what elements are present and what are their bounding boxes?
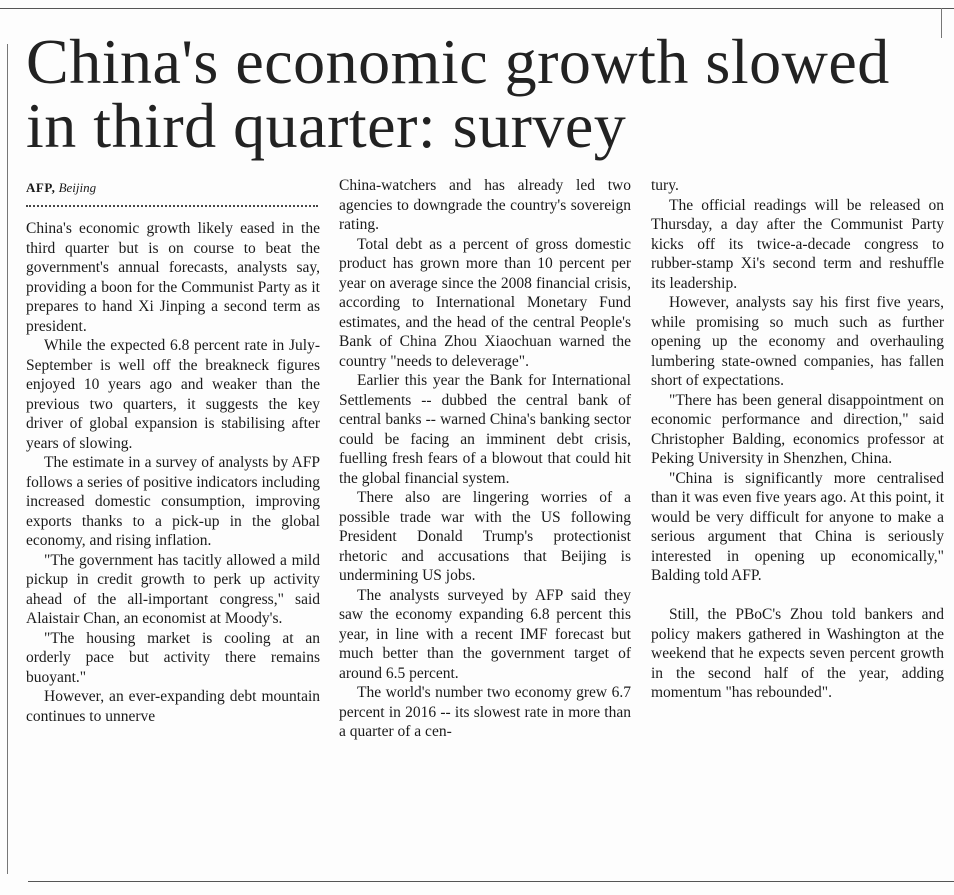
- paragraph: China's economic growth likely eased in the third quarter but is on course to beat the government's annual forecasts, analysts say, providing a boon for the Communist Party as it prepares to hand Xi Jinping a second term as president.: [26, 220, 320, 335]
- paragraph: Earlier this year the Bank for International Settlements -- dubbed the central bank of central banks -- warned China's banking sector could be facing an imminent debt crisis, fuelling fresh fears of a blowout that could hit the global financial system.: [339, 372, 631, 487]
- bottom-rule: [28, 881, 954, 882]
- paragraph: China-watchers and has already led two agencies to downgrade the country's sovereign rating.: [339, 177, 631, 233]
- byline-dotted-divider: [26, 205, 318, 207]
- right-corner-rule: [941, 8, 942, 38]
- paragraph: While the expected 6.8 percent rate in July-September is well off the breakneck figures enjoyed 10 years ago and weaker than the previous two quarters, it suggests the key driver of global expansion is stabilising after years of slowing.: [26, 337, 320, 452]
- paragraph: "There has been general disappointment on economic performance and direction," said Christopher Balding, economics professor at Peking University in Shenzhen, China.: [651, 391, 944, 467]
- article-column-2: [339, 176, 631, 742]
- paragraph: Still, the PBoC's Zhou told bankers and policy makers gathered in Washington at the weekend that he expects seven percent growth in the second half of the year, adding momentum "has rebounded".: [651, 606, 944, 701]
- top-rule: [0, 8, 954, 9]
- paragraph: "The government has tacitly allowed a mild pickup in credit growth to perk up activity ahead of the all-important congress," said Alaistair Chan, an economist at Moody's.: [26, 551, 320, 627]
- byline: [26, 180, 96, 196]
- headline: China's economic growth slowed in third quarter: survey: [26, 26, 890, 161]
- paragraph: The world's number two economy grew 6.7 percent in 2016 -- its slowest rate in more than a quarter of a cen-: [339, 684, 631, 740]
- paragraph: The estimate in a survey of analysts by AFP follows a series of positive indicators including increased domestic consumption, improving exports thanks to a pick-up in the global economy, and rising inflation.: [26, 454, 320, 549]
- paragraph: However, analysts say his first five years, while promising so much such as further opening up the economy and overhauling lumbering state-owned companies, has fallen short of expectations.: [651, 294, 944, 389]
- paragraph: "China is significantly more centralised than it was even five years ago. At this point, it would be very difficult for anyone to make a serious argument that China is seriously interested in opening up economically," Balding told AFP.: [651, 469, 944, 584]
- paragraph: The official readings will be released on Thursday, a day after the Communist Party kicks off its twice-a-decade congress to rubber-stamp Xi's second term and reshuffle its leadership.: [651, 196, 944, 292]
- paragraph: tury.: [651, 177, 679, 194]
- paragraph: "The housing market is cooling at an orderly pace but activity there remains buoyant.": [26, 629, 320, 686]
- left-column-rule: [7, 44, 8, 874]
- paragraph: However, an ever-expanding debt mountain continues to unnerve: [26, 688, 320, 725]
- paragraph: Total debt as a percent of gross domestic product has grown more than 10 percent per year on average since the 2008 financial crisis, according to International Monetary Fund estimates, and the head of the central People's Bank of China Zhou Xiaochuan warned the country "needs to deleverage".: [339, 235, 631, 370]
- paragraph: The analysts surveyed by AFP said they saw the economy expanding 6.8 percent this year, in line with a recent IMF forecast but much better than the government target of around 6.5 percent.: [339, 586, 631, 682]
- paragraph: There also are lingering worries of a possible trade war with the US following President Donald Trump's protectionist rhetoric and accusations that Beijing is undermining US jobs.: [339, 489, 631, 584]
- byline-agency: AFP,: [26, 180, 56, 195]
- byline-location: Beijing: [58, 180, 97, 195]
- article-column-3: [651, 176, 944, 703]
- article-column-1: [26, 219, 320, 726]
